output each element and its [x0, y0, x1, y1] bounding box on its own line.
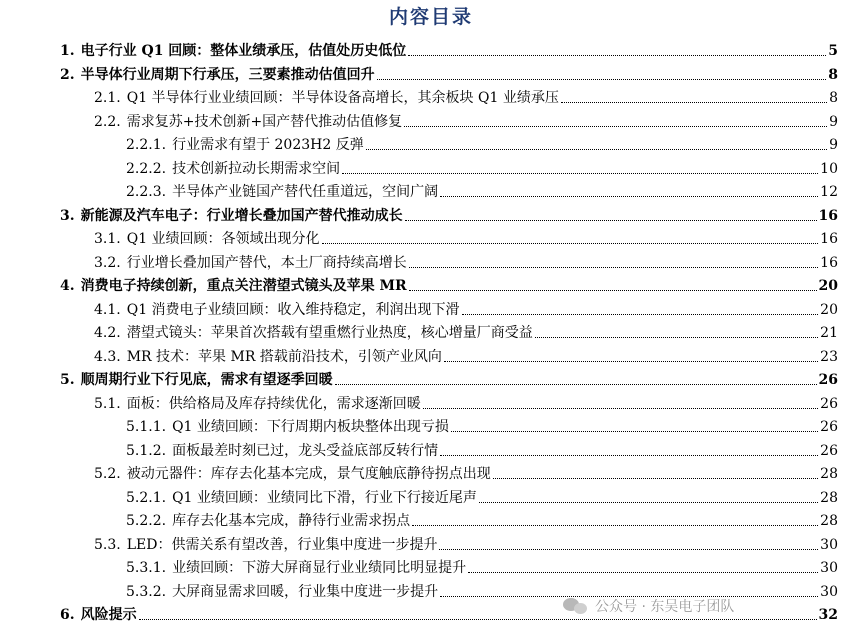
toc-entry-number: 5.1.2. [126, 442, 167, 459]
toc-entry[interactable] [94, 344, 838, 366]
dot-leader [468, 572, 818, 573]
toc-entry[interactable] [94, 297, 838, 319]
toc-entry-text: 技术创新拉动长期需求空间 [172, 160, 341, 177]
dot-leader [404, 126, 827, 127]
toc-entry-text: 风险提示 [80, 607, 137, 623]
toc-entry-page: 16 [820, 231, 838, 247]
toc-entry[interactable] [94, 391, 838, 413]
toc-entry-text: 业绩回顾：下游大屏商显行业业绩同比明显提升 [172, 560, 467, 576]
toc-entry-page: 26 [818, 372, 838, 388]
dot-leader [342, 173, 818, 174]
toc-entry-number: 3.2. [94, 254, 121, 271]
toc-entry-text: 库存去化基本完成，静待行业需求拐点 [172, 513, 411, 529]
toc-entry-page: 12 [820, 184, 838, 200]
toc-entry-page: 26 [820, 395, 838, 412]
dot-leader [493, 478, 818, 479]
toc-entry-page: 20 [818, 278, 838, 294]
toc-entry-number: 6. [60, 607, 75, 623]
toc-entry-page: 16 [818, 207, 838, 224]
toc-entry-number: 5.2.2. [126, 513, 167, 529]
toc-entry[interactable] [94, 250, 838, 272]
toc-entry-text: Q1 业绩回顾：业绩同比下滑，行业下行接近尾声 [172, 489, 477, 506]
dot-leader [322, 243, 819, 244]
toc-entry-number: 5.3.2. [126, 583, 167, 600]
toc-entry-number: 2.2.1. [126, 137, 167, 153]
wechat-icon [563, 596, 589, 616]
toc-entry-text: 行业增长叠加国产替代，本土厂商持续高增长 [126, 254, 407, 271]
toc-entry-text: 消费电子持续创新，重点关注潜望式镜头及苹果 MR [80, 278, 407, 294]
toc-entry[interactable] [60, 367, 838, 389]
toc-entry[interactable] [60, 62, 838, 84]
dot-leader [405, 220, 817, 221]
toc-entry-text: 半导体行业周期下行承压，三要素推动估值回升 [80, 66, 375, 83]
toc-entry-text: 电子行业 Q1 回顾：整体业绩承压，估值处历史低位 [80, 43, 407, 59]
toc-entry-text: 大屏商显需求回暖，行业集中度进一步提升 [172, 583, 439, 600]
dot-leader [139, 619, 817, 620]
dot-leader [479, 502, 818, 503]
toc-entry[interactable] [94, 109, 838, 131]
toc-entry-page: 23 [820, 348, 838, 365]
toc-entry-text: 被动元器件：库存去化基本完成，景气度触底静待拐点出现 [126, 466, 491, 482]
toc-entry-number: 2.2.3. [126, 184, 167, 200]
toc-entry[interactable] [126, 438, 838, 460]
toc-entry[interactable] [126, 179, 838, 201]
toc-entry[interactable] [126, 414, 838, 436]
toc-entry[interactable] [94, 532, 838, 554]
toc-entry-page: 21 [820, 325, 838, 341]
dot-leader [451, 431, 818, 432]
toc-entry-text: 顺周期行业下行见底，需求有望逐季回暖 [80, 372, 333, 388]
dot-leader [440, 455, 818, 456]
toc-entry-text: Q1 半导体行业业绩回顾：半导体设备高增长，其余板块 Q1 业绩承压 [126, 90, 559, 106]
toc-entry[interactable] [60, 38, 838, 60]
dot-leader [462, 314, 819, 315]
toc-entry[interactable] [94, 226, 838, 248]
toc-entry-page: 28 [820, 466, 838, 482]
toc-entry-page: 30 [820, 560, 838, 576]
toc-entry-number: 2. [60, 66, 75, 83]
toc-entry[interactable] [126, 156, 838, 178]
dot-leader [335, 384, 817, 385]
dot-leader [412, 525, 818, 526]
toc-entry-number: 2.2.2. [126, 160, 167, 177]
toc-entry-number: 5.2.1. [126, 489, 167, 506]
toc-entry-text: 面板最差时刻已过，龙头受益底部反转行情 [172, 442, 439, 459]
toc-entry-page: 32 [818, 607, 838, 623]
dot-leader [409, 290, 817, 291]
dot-leader [366, 149, 827, 150]
toc-entry-number: 2.1. [94, 90, 121, 106]
toc-entry-number: 2.2. [94, 113, 121, 130]
toc-title: 内容目录 [388, 6, 473, 28]
toc-entry-page: 26 [820, 419, 838, 435]
toc-entry-number: 5.1. [94, 395, 121, 412]
dot-leader [409, 267, 818, 268]
toc-entry-number: 5.3.1. [126, 560, 167, 576]
toc-entry-page: 28 [820, 489, 838, 506]
toc-entry-number: 1. [60, 43, 75, 59]
toc-entry-text: Q1 消费电子业绩回顾：收入维持稳定，利润出现下滑 [126, 301, 460, 318]
toc-entry[interactable] [126, 132, 838, 154]
toc-entry-page: 28 [820, 513, 838, 529]
toc-entry-page: 9 [829, 113, 838, 130]
toc-entry[interactable] [60, 273, 838, 295]
toc-entry-number: 5.2. [94, 466, 121, 482]
toc-entry-page: 26 [820, 442, 838, 459]
toc-entry[interactable] [94, 85, 838, 107]
toc-entry-number: 5. [60, 372, 75, 388]
toc-entry-number: 4.1. [94, 301, 121, 318]
toc-entry[interactable] [60, 203, 838, 225]
toc-entry-number: 5.3. [94, 536, 121, 553]
toc-entry-page: 20 [820, 301, 838, 318]
toc-entry-text: 需求复苏+技术创新+国产替代推动估值修复 [126, 113, 403, 130]
toc-entry-text: 新能源及汽车电子：行业增长叠加国产替代推动成长 [80, 207, 403, 224]
toc-entry-number: 3.1. [94, 231, 121, 247]
toc-entry-number: 4.3. [94, 348, 121, 365]
toc-entry-page: 8 [829, 90, 838, 106]
dot-leader [408, 55, 826, 56]
dot-leader [535, 337, 818, 338]
dot-leader [377, 79, 827, 80]
toc-entry-text: 面板：供给格局及库存持续优化，需求逐渐回暖 [126, 395, 421, 412]
toc-entry-page: 9 [829, 137, 838, 153]
dot-leader [439, 549, 818, 550]
dot-leader [444, 361, 818, 362]
toc-entry[interactable] [94, 461, 838, 483]
toc-entry-page: 10 [820, 160, 838, 177]
watermark [563, 596, 734, 616]
toc-entry[interactable] [126, 508, 838, 530]
toc-entry-text: Q1 业绩回顾：各领域出现分化 [126, 231, 320, 247]
toc-entry-page: 30 [820, 583, 838, 600]
dot-leader [440, 196, 818, 197]
watermark-text: 公众号 · 东吴电子团队 [595, 599, 735, 615]
toc-entry-page: 16 [820, 254, 838, 271]
toc-entry-number: 5.1.1. [126, 419, 167, 435]
toc-entry-page: 30 [820, 536, 838, 553]
toc-entry[interactable] [94, 320, 838, 342]
toc-entry-text: LED：供需关系有望改善，行业集中度进一步提升 [126, 536, 438, 553]
toc-entry-number: 3. [60, 207, 75, 224]
toc-entry-text: MR 技术：苹果 MR 搭载前沿技术，引领产业风向 [126, 348, 442, 365]
toc-entry-text: Q1 业绩回顾：下行周期内板块整体出现亏损 [172, 419, 449, 435]
toc-entry[interactable] [126, 555, 838, 577]
toc-entry-number: 4.2. [94, 325, 121, 341]
toc-entry-number: 4. [60, 278, 75, 294]
toc-entry-text: 行业需求有望于 2023H2 反弹 [172, 137, 364, 153]
toc-entry-page: 5 [828, 43, 838, 59]
dot-leader [561, 102, 827, 103]
toc-entry-text: 潜望式镜头：苹果首次搭载有望重燃行业热度，核心增量厂商受益 [126, 325, 533, 341]
dot-leader [423, 408, 818, 409]
toc-entry-page: 8 [828, 66, 838, 83]
toc-entry-text: 半导体产业链国产替代任重道远，空间广阔 [172, 184, 439, 200]
toc-entry[interactable] [126, 485, 838, 507]
